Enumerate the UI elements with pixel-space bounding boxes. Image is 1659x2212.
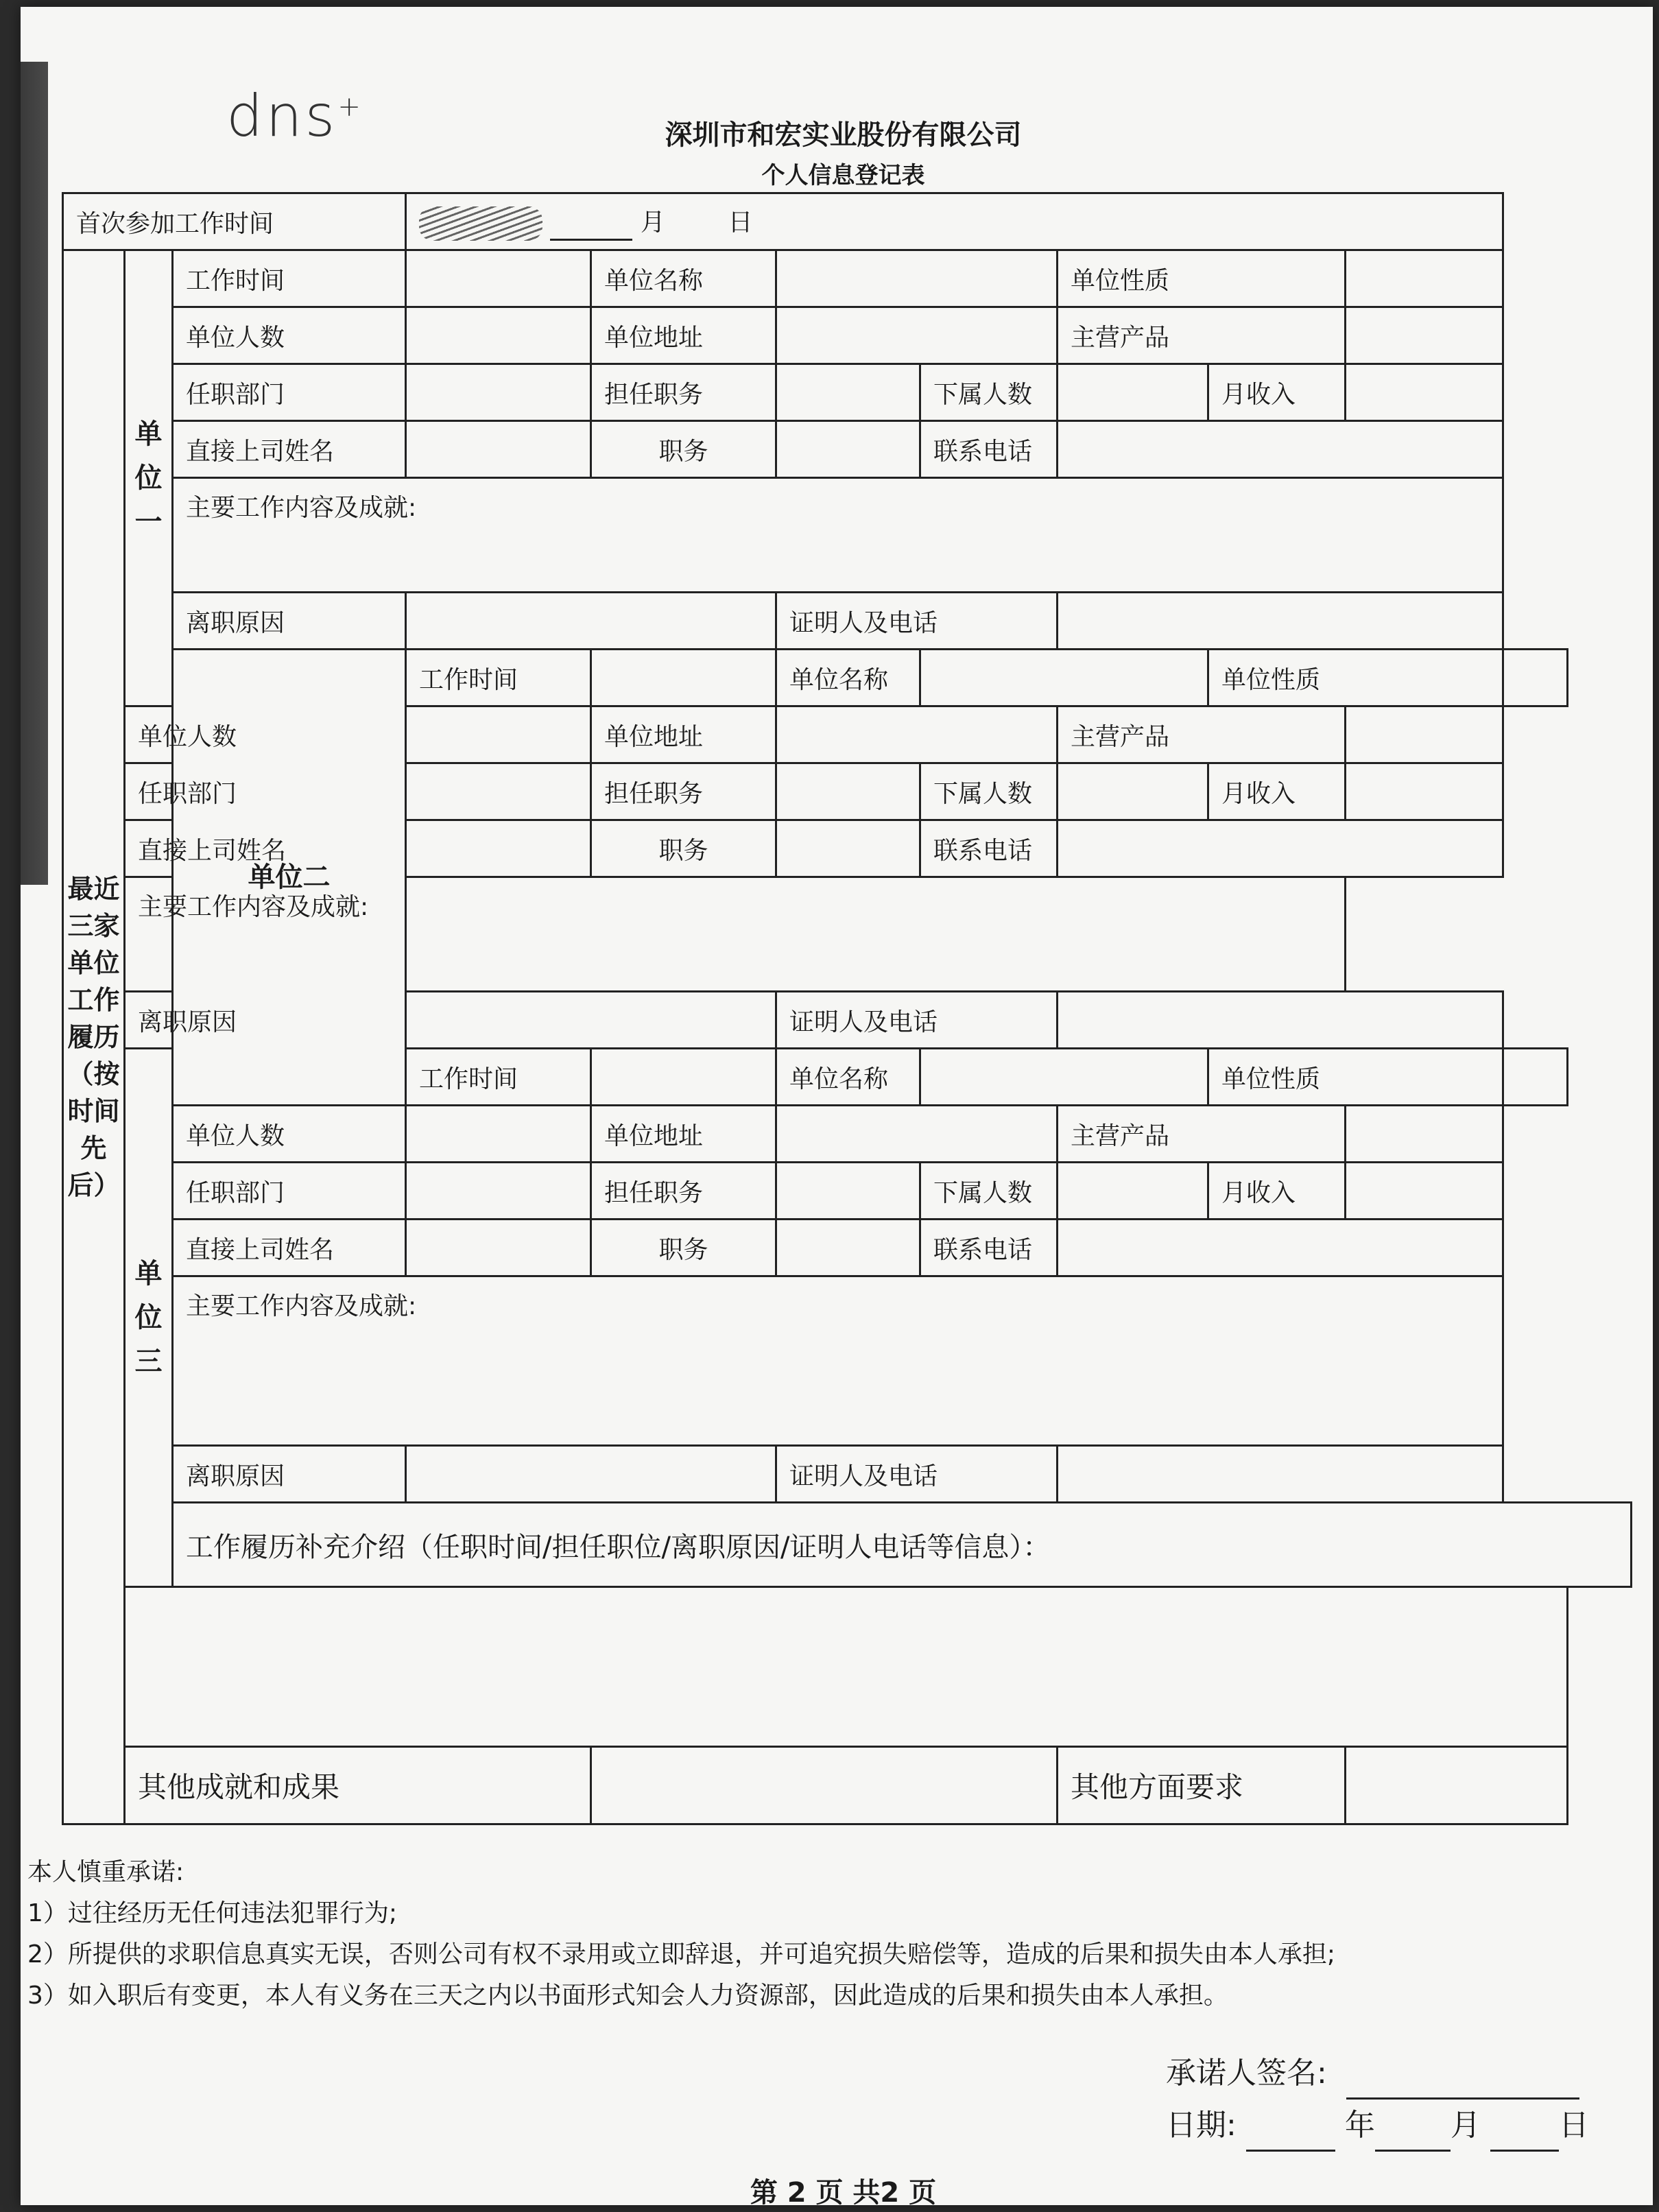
unit-1-position-field[interactable] xyxy=(776,364,920,421)
form-title: 个人信息登记表 xyxy=(761,162,925,189)
unit-3-department-field[interactable] xyxy=(406,1163,591,1220)
unit-2-position-field[interactable] xyxy=(776,763,920,820)
label-work-time: 工作时间 xyxy=(406,1049,591,1106)
label-monthly-income: 月收入 xyxy=(1208,364,1346,421)
unit-2-supervisor-field[interactable] xyxy=(406,820,591,877)
label-monthly-income: 月收入 xyxy=(1208,763,1346,820)
label-supervisor: 直接上司姓名 xyxy=(173,1220,406,1276)
unit-1-headcount-field[interactable] xyxy=(406,307,591,364)
first-work-label: 首次参加工作时间 xyxy=(63,193,406,250)
unit-1-title-field[interactable] xyxy=(776,421,920,478)
label-subordinates: 下属人数 xyxy=(920,1163,1058,1220)
promise-section xyxy=(27,1852,1646,2017)
label-company-nature: 单位性质 xyxy=(1058,250,1346,307)
label-work-time: 工作时间 xyxy=(406,650,591,706)
unit-1-subordinates-field[interactable] xyxy=(1058,364,1208,421)
label-supervisor: 直接上司姓名 xyxy=(173,421,406,478)
unit-3-supervisor-field[interactable] xyxy=(406,1220,591,1276)
redaction-scribble xyxy=(419,206,542,241)
unit-1-achievements-field[interactable]: 主要工作内容及成就: xyxy=(173,478,1503,593)
unit-2-reference-field[interactable] xyxy=(1058,992,1503,1049)
unit-2-leave-reason-field[interactable] xyxy=(406,992,776,1049)
label-reference: 证明人及电话 xyxy=(776,1446,1058,1503)
unit-2-label: 单位二 xyxy=(173,650,406,1106)
signature-field[interactable] xyxy=(1346,2070,1579,2100)
unit-3-income-field[interactable] xyxy=(1346,1163,1503,1220)
first-work-row xyxy=(63,193,1632,250)
label-company-address: 单位地址 xyxy=(591,706,776,763)
unit-1-leave-reason-field[interactable] xyxy=(406,593,776,650)
label-position: 担任职务 xyxy=(591,763,776,820)
unit-3-label: 单位三 xyxy=(125,1049,173,1587)
label-reference: 证明人及电话 xyxy=(776,992,1058,1049)
label-headcount: 单位人数 xyxy=(173,1106,406,1163)
unit-1-department-field[interactable] xyxy=(406,364,591,421)
label-department: 任职部门 xyxy=(173,364,406,421)
unit-3-work-time-field[interactable] xyxy=(591,1049,776,1106)
unit-3-headcount-field[interactable] xyxy=(406,1106,591,1163)
unit-2-address-field[interactable] xyxy=(776,706,1058,763)
label-leave-reason: 离职原因 xyxy=(125,992,173,1049)
unit-2-phone-field[interactable] xyxy=(1058,820,1503,877)
label-main-product: 主营产品 xyxy=(1058,706,1346,763)
unit-1-reference-field[interactable] xyxy=(1058,593,1503,650)
unit-1-supervisor-field[interactable] xyxy=(406,421,591,478)
promise-item-3: 3）如入职后有变更，本人有义务在三天之内以书面形式知会人力资源部，因此造成的后果和损失由本人承担。 xyxy=(27,1982,1228,2010)
unit-3-title-field[interactable] xyxy=(776,1220,920,1276)
label-company-address: 单位地址 xyxy=(591,307,776,364)
unit-3-product-field[interactable] xyxy=(1346,1106,1503,1163)
unit-1-work-time-field[interactable] xyxy=(406,250,591,307)
unit-2-product-field[interactable] xyxy=(1346,706,1503,763)
unit-2-company-nature-field[interactable] xyxy=(1503,650,1567,706)
unit-3-subordinates-field[interactable] xyxy=(1058,1163,1208,1220)
label-department: 任职部门 xyxy=(173,1163,406,1220)
unit-3-position-field[interactable] xyxy=(776,1163,920,1220)
label-phone: 联系电话 xyxy=(920,820,1058,877)
unit-2-income-field[interactable] xyxy=(1346,763,1503,820)
supplement-field[interactable] xyxy=(125,1587,1568,1747)
date-month-field[interactable] xyxy=(1375,2122,1451,2152)
label-main-product: 主营产品 xyxy=(1058,307,1346,364)
unit-3-reference-field[interactable] xyxy=(1058,1446,1503,1503)
label-position: 担任职务 xyxy=(591,1163,776,1220)
label-phone: 联系电话 xyxy=(920,1220,1058,1276)
label-monthly-income: 月收入 xyxy=(1208,1163,1346,1220)
unit-2-subordinates-field[interactable] xyxy=(1058,763,1208,820)
label-subordinates: 下属人数 xyxy=(920,364,1058,421)
label-main-product: 主营产品 xyxy=(1058,1106,1346,1163)
unit-1-label: 单位一 xyxy=(125,250,173,706)
company-logo: dns+ xyxy=(226,82,363,150)
label-work-time: 工作时间 xyxy=(173,250,406,307)
registration-table xyxy=(62,192,1632,1825)
unit-1-product-field[interactable] xyxy=(1346,307,1503,364)
unit-1-phone-field[interactable] xyxy=(1058,421,1503,478)
label-leave-reason: 离职原因 xyxy=(173,593,406,650)
label-company-name: 单位名称 xyxy=(591,250,776,307)
promise-heading: 本人慎重承诺: xyxy=(27,1858,184,1886)
signature-label: 承诺人签名: xyxy=(1166,2056,1327,2091)
unit-2-company-name-field[interactable] xyxy=(920,650,1208,706)
supplement-label: 工作履历补充介绍（任职时间/担任职位/离职原因/证明人电话等信息）： xyxy=(173,1503,1632,1587)
label-company-nature: 单位性质 xyxy=(1208,1049,1503,1106)
label-position: 担任职务 xyxy=(591,364,776,421)
other-achievements-label: 其他成就和成果 xyxy=(125,1747,591,1824)
first-work-date[interactable]: 月 日 xyxy=(406,193,1503,250)
unit-2-department-field[interactable] xyxy=(406,763,591,820)
unit-3-phone-field[interactable] xyxy=(1058,1220,1503,1276)
unit-2-title-field[interactable] xyxy=(776,820,920,877)
other-requirements-label: 其他方面要求 xyxy=(1058,1747,1346,1824)
unit-1-company-name-field[interactable] xyxy=(776,250,1058,307)
unit-2-headcount-field[interactable] xyxy=(406,706,591,763)
label-subordinates: 下属人数 xyxy=(920,763,1058,820)
date-day-field[interactable] xyxy=(1490,2122,1559,2152)
label-leave-reason: 离职原因 xyxy=(173,1446,406,1503)
label-company-nature: 单位性质 xyxy=(1208,650,1503,706)
unit-3-company-nature-field[interactable] xyxy=(1503,1049,1567,1106)
label-company-address: 单位地址 xyxy=(591,1106,776,1163)
promise-item-1: 1）过往经历无任何违法犯罪行为; xyxy=(27,1899,398,1927)
company-name: 深圳市和宏实业股份有限公司 xyxy=(665,119,1022,151)
date-year-field[interactable] xyxy=(1246,2122,1335,2152)
unit-2-achievements-field[interactable]: 主要工作内容及成就: xyxy=(125,877,1346,992)
page-number: 第 2 页 共2 页 xyxy=(750,2177,937,2209)
label-title: 职务 xyxy=(591,421,776,478)
signature-section: 承诺人签名: 日期: 年 月 日 xyxy=(1166,2047,1589,2152)
label-supervisor: 直接上司姓名 xyxy=(125,820,173,877)
label-headcount: 单位人数 xyxy=(125,706,173,763)
unit-2-work-time-field[interactable] xyxy=(591,650,776,706)
unit-1-income-field[interactable] xyxy=(1346,364,1503,421)
other-achievements-field[interactable] xyxy=(591,1747,1058,1824)
section-work-history-label: 最近三家单位工作履历（按时间先后） xyxy=(63,250,125,1824)
unit-1-company-nature-field[interactable] xyxy=(1346,250,1503,307)
unit-1-address-field[interactable] xyxy=(776,307,1058,364)
unit-3-achievements-field[interactable]: 主要工作内容及成就: xyxy=(173,1276,1503,1446)
label-company-name: 单位名称 xyxy=(776,650,920,706)
other-requirements-field[interactable] xyxy=(1346,1747,1568,1824)
unit-3-address-field[interactable] xyxy=(776,1106,1058,1163)
label-reference: 证明人及电话 xyxy=(776,593,1058,650)
date-label: 日期: xyxy=(1166,2108,1237,2143)
label-company-name: 单位名称 xyxy=(776,1049,920,1106)
unit-3-leave-reason-field[interactable] xyxy=(406,1446,776,1503)
label-phone: 联系电话 xyxy=(920,421,1058,478)
label-headcount: 单位人数 xyxy=(173,307,406,364)
unit-3-company-name-field[interactable] xyxy=(920,1049,1208,1106)
label-title: 职务 xyxy=(591,820,776,877)
label-title: 职务 xyxy=(591,1220,776,1276)
promise-item-2: 2）所提供的求职信息真实无误，否则公司有权不录用或立即辞退，并可追究损失赔偿等，造成的后果和损失由本人承担; xyxy=(27,1940,1336,1969)
label-department: 任职部门 xyxy=(125,763,173,820)
